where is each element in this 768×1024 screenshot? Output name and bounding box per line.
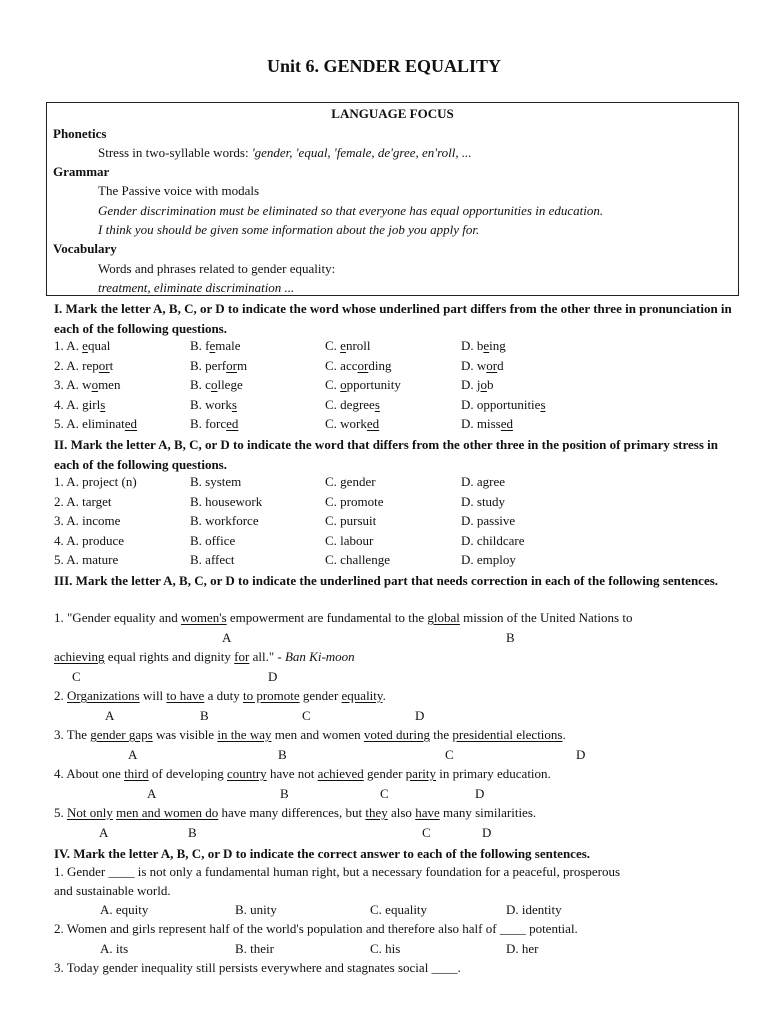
sentence-5: [54, 805, 536, 821]
option-text: 1. A.: [54, 338, 83, 353]
underlined-sound: ed: [366, 416, 380, 431]
phonetics-words: 'gender, 'equal, 'female, de'gree, en'roll, ...: [251, 145, 472, 160]
section-4-heading: IV. Mark the letter A, B, C, or D to indicate the correct answer to each of the following sentences.: [54, 846, 591, 861]
option-letter-c: C: [380, 786, 389, 801]
underlined-part-b: to have: [166, 688, 205, 703]
sentence-3: [54, 727, 566, 743]
question-1-line-1: 1. Gender ____ is not only a fundamental human right, but a necessary foundation for a peaceful, prosperous: [54, 864, 621, 879]
option-text: C. acc: [325, 357, 358, 373]
pronunciation-option: [54, 416, 137, 432]
option-text: B. perf: [190, 357, 227, 373]
option-text: pportunity: [346, 377, 401, 392]
sentence-text: men and women: [271, 727, 364, 742]
underlined-sound: o: [91, 377, 99, 392]
option-text: D. opportunitie: [461, 396, 541, 412]
stress-option: B. housework: [190, 493, 263, 509]
underlined-part-c: achieved: [317, 766, 364, 781]
option-letter-b: B: [506, 630, 515, 645]
option-text: men: [98, 377, 121, 392]
stress-option: 5. A. mature: [54, 552, 119, 567]
grammar-example-1: Gender discrimination must be eliminated so that everyone has equal opportunities in education.: [98, 203, 604, 218]
option-text: 3. A. w: [54, 377, 92, 392]
pronunciation-option: [54, 377, 120, 393]
option-text: llege: [217, 377, 243, 392]
underlined-part-b: global: [427, 610, 460, 625]
phonetics-line: [98, 145, 472, 161]
grammar-label: Grammar: [53, 164, 110, 179]
sentence-text: empowerment are fundamental to the: [226, 610, 428, 625]
underlined-sound: or: [226, 357, 237, 373]
sentence-text: equal rights and dignity: [104, 649, 235, 664]
page-title: Unit 6. GENDER EQUALITY: [266, 56, 502, 76]
option-text: m: [236, 357, 248, 373]
stress-option: D. childcare: [461, 532, 525, 548]
option-letter-a: A: [147, 786, 157, 801]
underlined-sound: or: [486, 357, 498, 373]
underlined-sound: ed: [226, 416, 239, 431]
option-text: nroll: [345, 338, 371, 353]
option-text: t: [109, 357, 114, 373]
vocabulary-label: Vocabulary: [53, 241, 117, 256]
underlined-part-b: in the way: [217, 727, 272, 742]
sentence-text: in primary education.: [436, 766, 551, 781]
pronunciation-option: [325, 338, 371, 354]
sentence-text: the: [429, 727, 453, 742]
pronunciation-option: [190, 338, 241, 354]
option-text: b: [487, 377, 494, 392]
option-letter-a: A: [99, 825, 109, 840]
stress-option: D. passive: [461, 513, 516, 528]
option-text: 4. A. girl: [54, 396, 101, 412]
sentence-1-line-2: [54, 649, 355, 665]
underlined-sound: s: [231, 396, 237, 412]
pronunciation-option: [461, 358, 504, 374]
q1-option-b: B. unity: [235, 902, 277, 917]
phonetics-lead: Stress in two-syllable words:: [98, 145, 252, 160]
sentence-text: of developing: [148, 766, 227, 781]
sentence-4: [54, 766, 551, 782]
underlined-sound: ed: [500, 416, 514, 431]
option-text: C.: [325, 377, 341, 392]
stress-option: 2. A. target: [54, 493, 112, 509]
underlined-part-c: they: [365, 805, 388, 820]
quote-author: Ban Ki-moon: [284, 649, 355, 664]
vocabulary-example: treatment, eliminate discrimination ...: [98, 280, 295, 295]
sentence-text: 2.: [54, 688, 67, 703]
underlined-sound: o: [340, 377, 347, 392]
option-letter-d: D: [475, 786, 485, 801]
q1-option-d: D. identity: [506, 902, 562, 917]
underlined-part-a: women's: [180, 610, 227, 625]
underlined-sound: ed: [124, 416, 138, 431]
option-letter-d: D: [268, 669, 278, 684]
vocabulary-item: Words and phrases related to gender equality:: [98, 261, 336, 276]
stress-option: C. gender: [325, 474, 376, 489]
pronunciation-option: [54, 358, 113, 374]
sentence-text: 3. The: [54, 727, 91, 742]
grammar-item: The Passive voice with modals: [98, 183, 260, 198]
underlined-sound: s: [374, 396, 380, 412]
sentence-text: gender: [363, 766, 406, 781]
underlined-part-a: gender gaps: [90, 727, 153, 742]
underlined-part-a: third: [124, 766, 149, 781]
pronunciation-option: [190, 416, 238, 432]
stress-option: 4. A. produce: [54, 532, 125, 548]
option-text: 2. A. rep: [54, 357, 99, 373]
phonetics-label: Phonetics: [53, 126, 107, 141]
sentence-text: will: [139, 688, 167, 703]
option-text: D. miss: [461, 416, 501, 431]
section-3-heading: III. Mark the letter A, B, C, or D to indicate the underlined part that needs correction in each of the following sentences.: [54, 573, 719, 588]
sentence-text: mission of the United Nations to: [459, 610, 633, 625]
pronunciation-option: [461, 416, 513, 432]
q2-option-c: C. his: [370, 941, 401, 956]
option-text: ing: [489, 338, 506, 353]
stress-option: C. promote: [325, 493, 384, 509]
section-1-heading: I. Mark the letter A, B, C, or D to indicate the word whose underlined part differs from the other three in pronunciation in each of the following questions.: [54, 301, 732, 336]
sentence-text: 4. About one: [54, 766, 125, 781]
q1-option-c: C. equality: [370, 902, 428, 917]
option-text: male: [215, 338, 241, 353]
stress-option: C. challenge: [325, 552, 390, 567]
option-text: B. f: [190, 338, 210, 353]
stress-option: C. pursuit: [325, 513, 377, 528]
pronunciation-option: [190, 377, 243, 393]
q1-option-a: A. equity: [100, 902, 149, 917]
sentence-text: many similarities.: [439, 805, 537, 820]
sentence-text: .: [382, 688, 386, 703]
question-3: 3. Today gender inequality still persists everywhere and stagnates social ____.: [54, 960, 461, 975]
stress-option: D. agree: [461, 474, 506, 489]
pronunciation-option: [325, 358, 391, 374]
option-text: D. b: [461, 338, 484, 353]
underlined-sound: e: [340, 338, 346, 353]
underlined-sound: o: [210, 377, 218, 392]
option-text: ding: [368, 357, 392, 373]
question-2: 2. Women and girls represent half of the world's population and therefore also half of ____ potential.: [54, 921, 578, 936]
pronunciation-option: [461, 397, 546, 413]
sentence-text: also: [387, 805, 416, 820]
stress-option: D. employ: [461, 552, 516, 567]
stress-option: C. labour: [325, 532, 374, 548]
pronunciation-option: [54, 338, 110, 354]
option-letter-a: A: [128, 747, 138, 762]
stress-option: 1. A. project (n): [54, 474, 137, 489]
q2-option-a: A. its: [100, 941, 129, 956]
option-text: 5. A. eliminat: [54, 416, 125, 431]
stress-option: B. office: [190, 532, 236, 548]
pronunciation-option: [190, 397, 237, 413]
pronunciation-option: [325, 397, 380, 413]
underlined-sound: o: [480, 377, 487, 392]
underlined-part-d: presidential elections: [452, 727, 563, 742]
underlined-part-d: have: [415, 805, 440, 820]
option-letter-c: C: [72, 669, 81, 684]
sentence-text: .: [562, 727, 566, 742]
option-text: d: [497, 357, 504, 373]
underlined-part-d: equality: [341, 688, 383, 703]
underlined-sound: s: [540, 396, 546, 412]
option-text: B. c: [190, 377, 211, 392]
option-letter-d: D: [482, 825, 492, 840]
underlined-part-b: country: [226, 766, 267, 781]
underlined-sound: e: [82, 338, 88, 353]
option-text: C.: [325, 338, 341, 353]
option-text: qual: [87, 338, 111, 353]
underlined-sound: s: [100, 396, 106, 412]
sentence-text: 1. "Gender equality and: [54, 610, 181, 625]
underlined-part-d: parity: [405, 766, 436, 781]
underlined-sound: e: [483, 338, 490, 353]
underlined-part-a: Organizations: [67, 688, 140, 703]
option-text: D. j: [461, 377, 481, 392]
sentence-text: a duty: [204, 688, 243, 703]
language-focus-box: [46, 102, 739, 296]
sentence-text: was visible: [152, 727, 218, 742]
grammar-example-2: I think you should be given some information about the job you apply for.: [98, 222, 480, 237]
option-letter-d: D: [415, 708, 425, 723]
option-text: B. work: [190, 396, 232, 412]
stress-option: D. study: [461, 493, 506, 509]
option-letter-d: D: [576, 747, 586, 762]
stress-option: B. affect: [190, 552, 235, 567]
pronunciation-option: [54, 397, 105, 413]
underlined-part-c: voted during: [363, 727, 430, 742]
sentence-text: gender: [299, 688, 342, 703]
option-letter-c: C: [302, 708, 311, 723]
option-letter-a: A: [222, 630, 232, 645]
option-letter-b: B: [200, 708, 209, 723]
option-letter-c: C: [445, 747, 454, 762]
sentence-text: all." -: [249, 649, 285, 664]
pronunciation-option: [325, 416, 379, 432]
question-1-line-2: and sustainable world.: [54, 883, 171, 898]
pronunciation-option: [190, 358, 247, 374]
section-2-heading: II. Mark the letter A, B, C, or D to indicate the word that differs from the other three in the position of primary stress in each of the following questions.: [54, 437, 719, 472]
underlined-part-d: for: [234, 649, 250, 664]
option-text: D. w: [461, 357, 487, 373]
stress-option: B. workforce: [190, 513, 259, 528]
option-letter-b: B: [188, 825, 197, 840]
option-letter-b: B: [280, 786, 289, 801]
underlined-part-c: to promote: [242, 688, 300, 703]
option-letter-c: C: [422, 825, 431, 840]
underlined-sound: or: [357, 357, 369, 373]
stress-option: B. system: [190, 474, 242, 489]
sentence-text: have many differences, but: [218, 805, 366, 820]
pronunciation-option: [325, 377, 401, 393]
q2-option-d: D. her: [506, 941, 539, 956]
underlined-part-a: Not only: [67, 805, 113, 820]
q2-option-b: B. their: [235, 941, 274, 956]
option-text: C. work: [325, 416, 367, 431]
pronunciation-option: [461, 338, 506, 354]
language-focus-heading: LANGUAGE FOCUS: [331, 106, 454, 121]
stress-option: 3. A. income: [54, 513, 121, 528]
underlined-part-c: achieving: [54, 649, 105, 664]
underlined-sound: e: [209, 338, 216, 353]
option-letter-b: B: [278, 747, 287, 762]
option-letter-a: A: [105, 708, 115, 723]
underlined-part-b: men and women do: [116, 805, 219, 820]
option-text: B. forc: [190, 416, 227, 431]
option-text: C. degree: [325, 396, 375, 412]
underlined-sound: or: [98, 357, 110, 373]
pronunciation-option: [461, 377, 494, 393]
sentence-1-line-1: [54, 610, 632, 626]
sentence-2: [54, 688, 386, 704]
sentence-text: have not: [266, 766, 318, 781]
sentence-text: 5.: [54, 805, 67, 820]
